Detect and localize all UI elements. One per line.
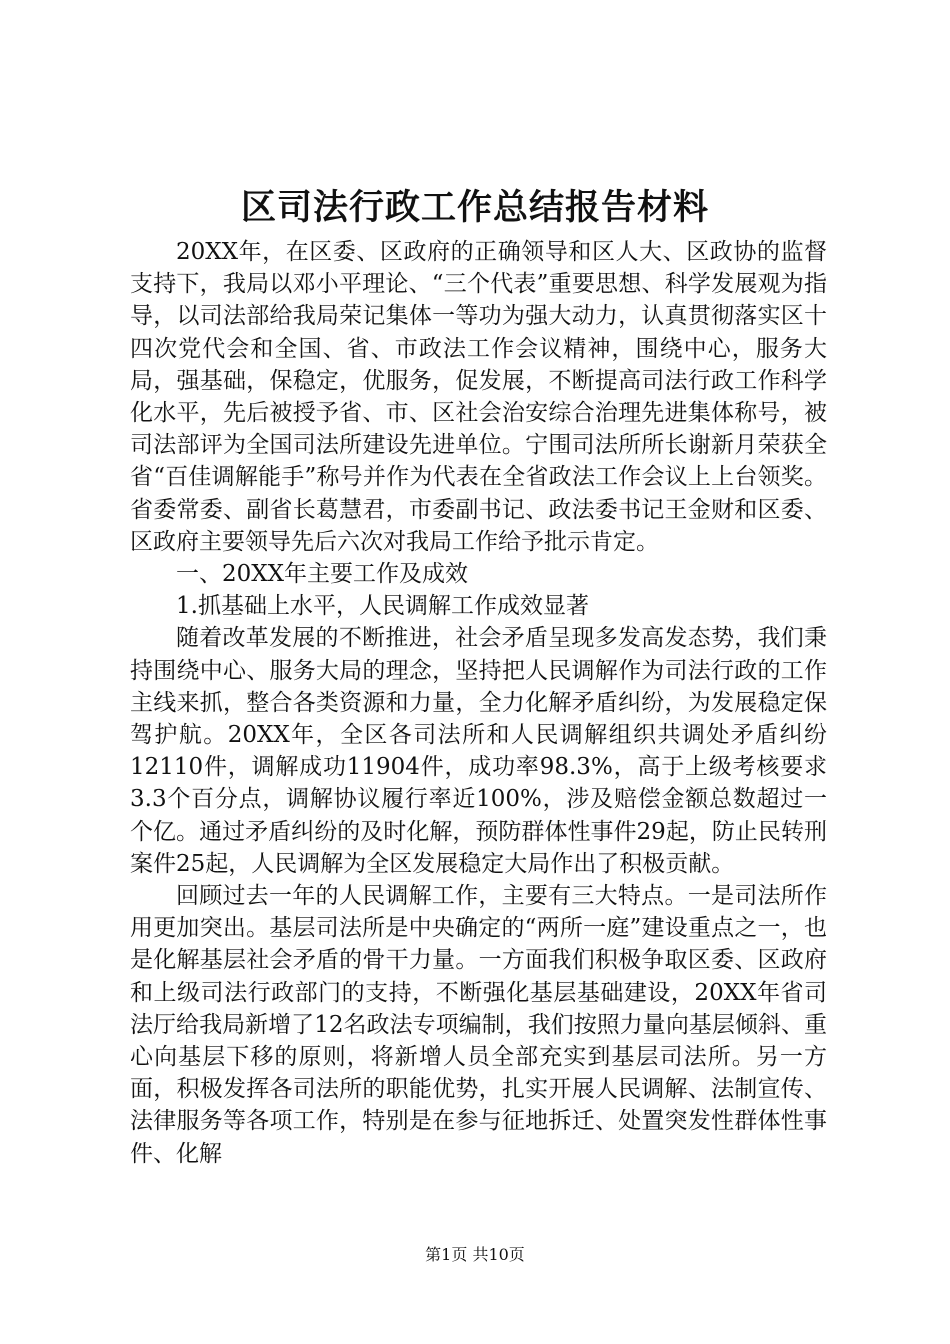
page-footer: 第1页 共10页 (425, 1245, 525, 1264)
document-body (130, 236, 827, 1170)
document-title: 区司法行政工作总结报告材料 (240, 187, 709, 228)
paragraph-mediation-features: 回顾过去一年的人民调解工作，主要有三大特点。一是司法所作用更加突出。基层司法所是中央确定的“两所一庭”建设重点之一，也是化解基层社会矛盾的骨干力量。一方面我们积极争取区委、区政府和上级司法行政部门的支持，不断强化基层基础建设，20XX年省司法厅给我局新增了12名政法专项编制，我们按照力量向基层倾斜、重心向基层下移的原则，将新增人员全部充实到基层司法所。另一方面，积极发挥各司法所的职能优势，扎实开展人民调解、法制宣传、法律服务等各项工作，特别是在参与征地拆迁、处置突发性群体性事件、化解 (130, 883, 827, 1167)
paragraph-intro: 20XX年，在区委、区政府的正确领导和区人大、区政协的监督支持下，我局以邓小平理论、“三个代表”重要思想、科学发展观为指导，以司法部给我局荣记集体一等功为强大动力，认真贯彻落实区十四次党代会和全国、省、市政法工作会议精神，围绕中心，服务大局，强基础，保稳定，优服务，促发展，不断提高司法行政工作科学化水平，先后被授予省、市、区社会治安综合治理先进集体称号，被司法部评为全国司法所建设先进单位。宁围司法所所长谢新月荣获全省“百佳调解能手”称号并作为代表在全省政法工作会议上上台领奖。省委常委、副省长葛慧君，市委副书记、政法委书记王金财和区委、区政府主要领导先后六次对我局工作给予批示肯定。 (130, 239, 827, 555)
subsection-heading: 1.抓基础上水平，人民调解工作成效显著 (176, 593, 589, 620)
section-heading: 一、20XX年主要工作及成效 (176, 561, 469, 588)
paragraph-mediation-results: 随着改革发展的不断推进，社会矛盾呈现多发高发态势，我们秉持围绕中心、服务大局的理念，坚持把人民调解作为司法行政的工作主线来抓，整合各类资源和力量，全力化解矛盾纠纷，为发展稳定保驾护航。20XX年，全区各司法所和人民调解组织共调处矛盾纠纷12110件，调解成功11904件，成功率98.3%，高于上级考核要求3.3个百分点，调解协议履行率近100%，涉及赔偿金额总数超过一个亿。通过矛盾纠纷的及时化解，预防群体性事件29起，防止民转刑案件25起，人民调解为全区发展稳定大局作出了积极贡献。 (130, 625, 827, 877)
